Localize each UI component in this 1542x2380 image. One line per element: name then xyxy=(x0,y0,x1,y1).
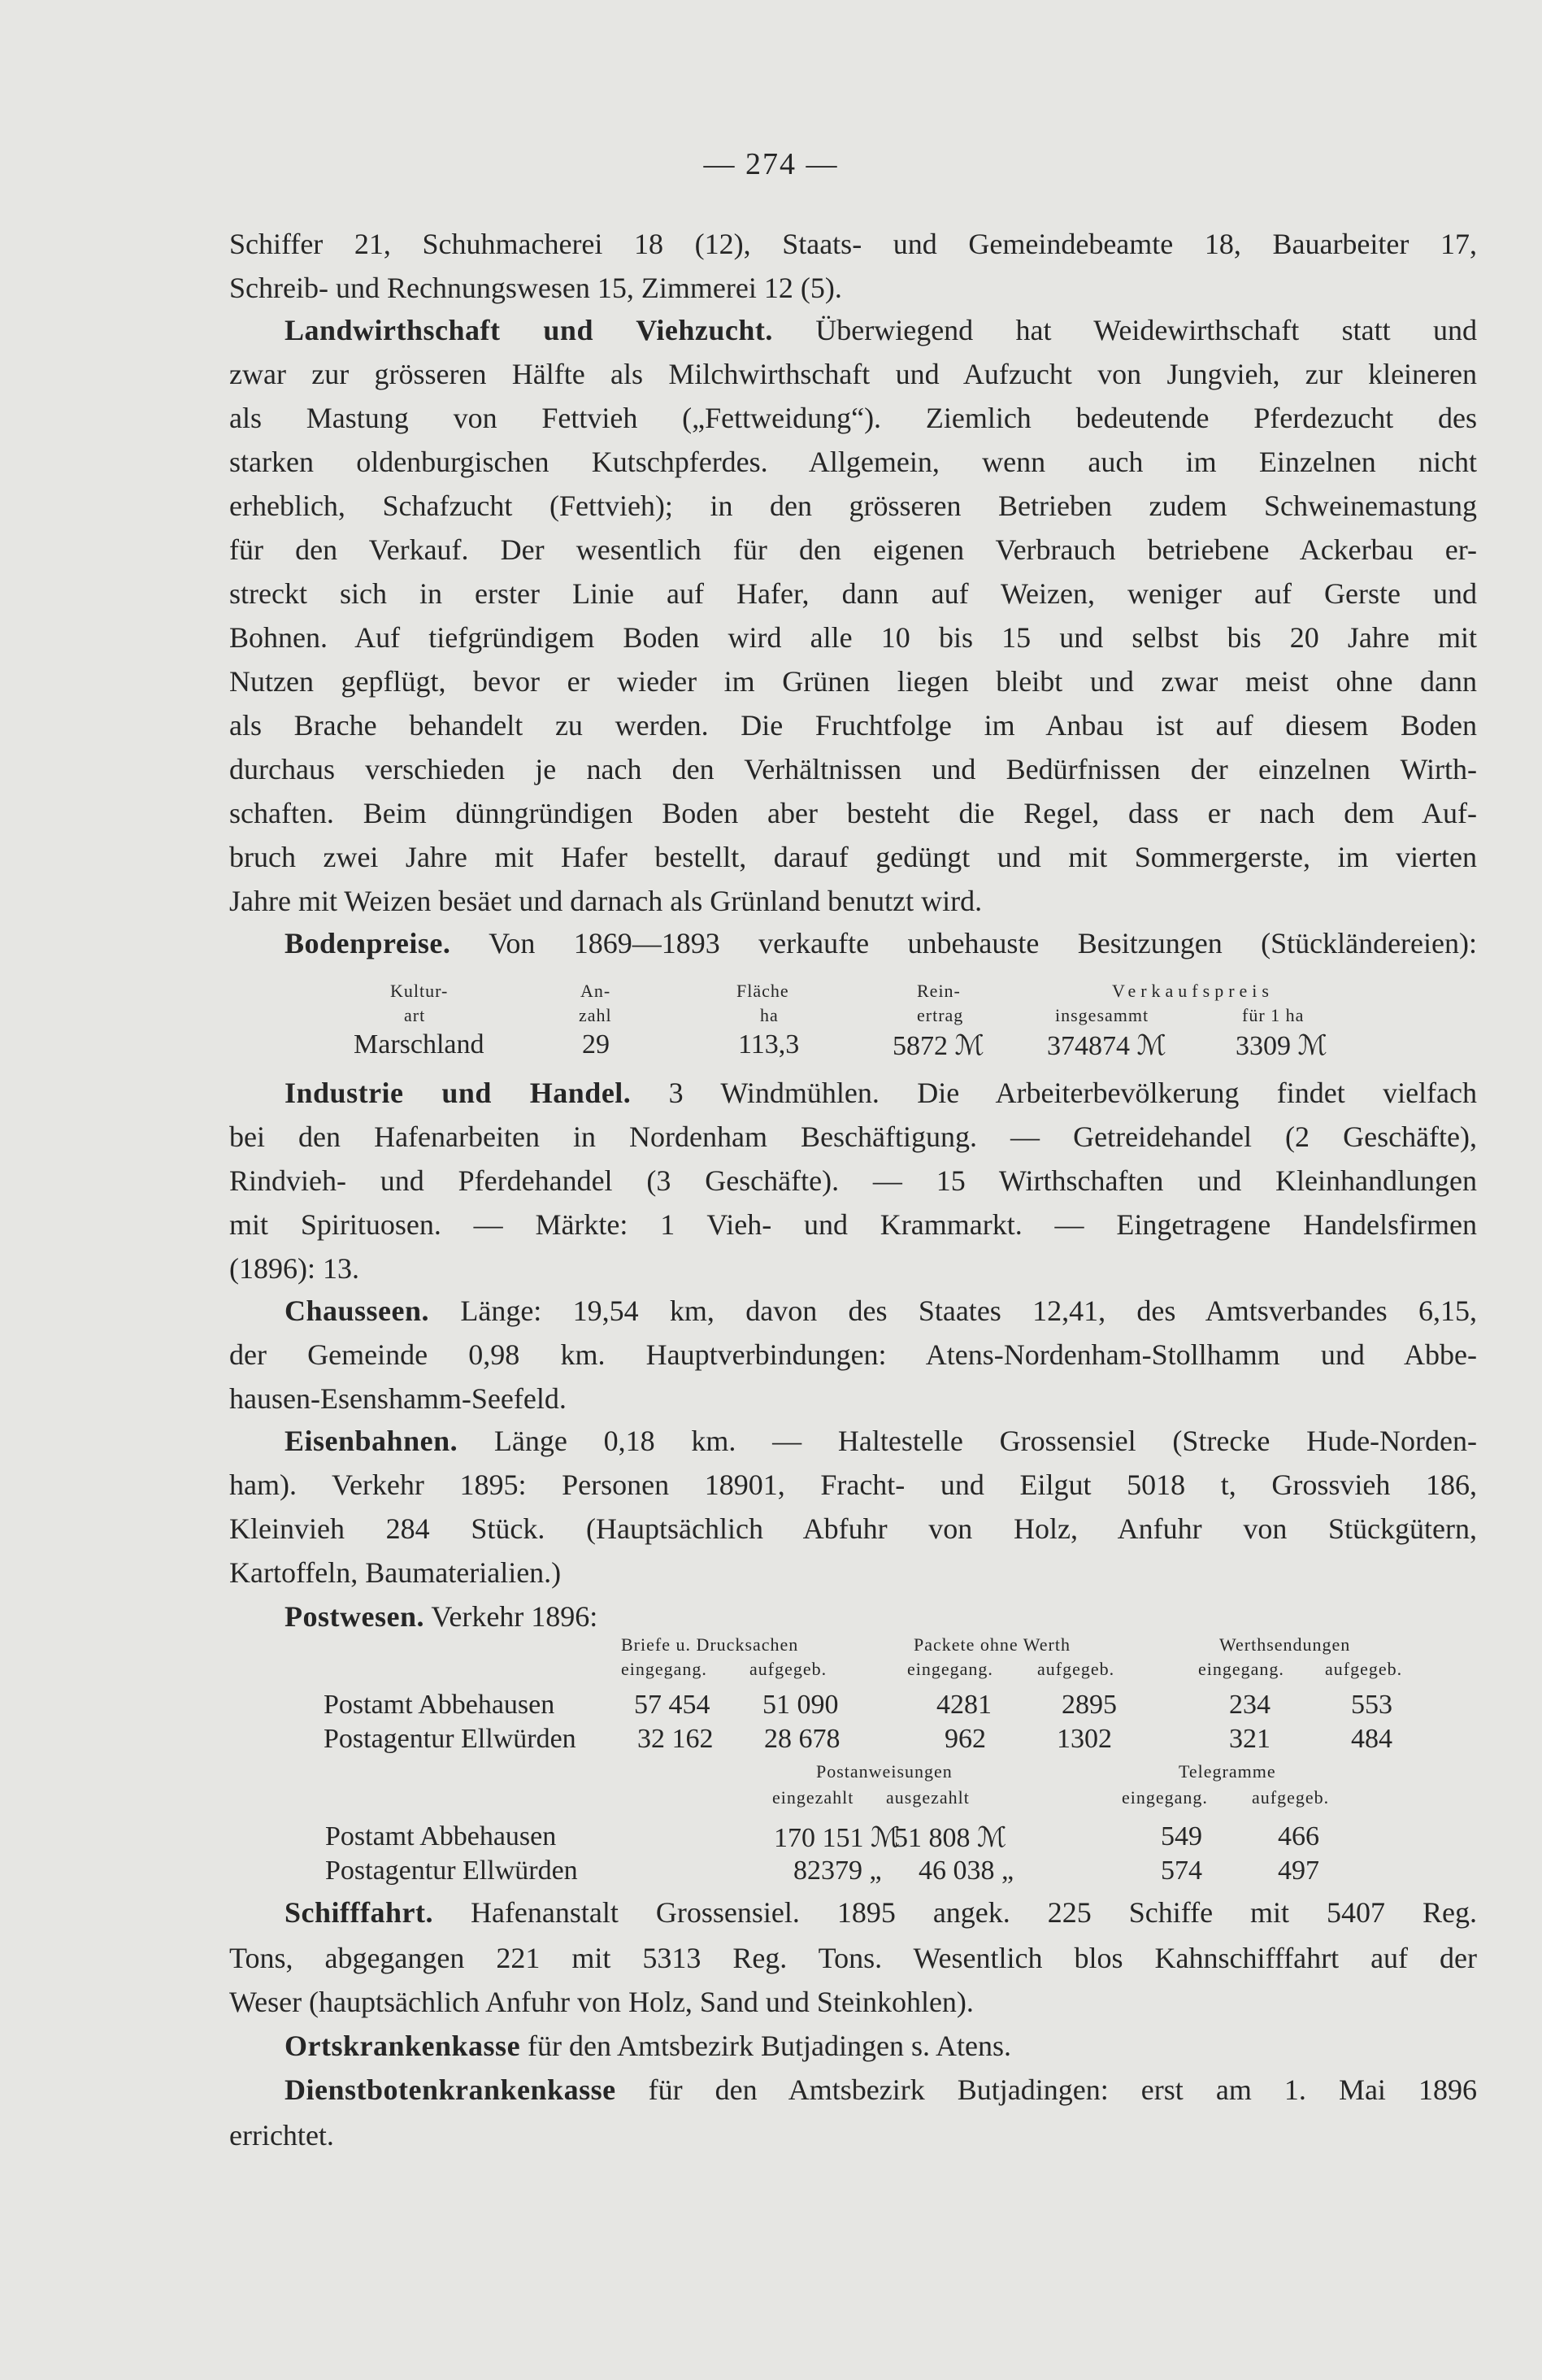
col-header-eingegang: eingegang. xyxy=(621,1659,707,1679)
section-heading: Industrie und Handel. xyxy=(285,1077,632,1109)
table-cell: 549 xyxy=(1161,1821,1202,1851)
text-line: erheblich, Schafzucht (Fettvieh); in den grösseren Betrieben zudem Schweinemastung xyxy=(229,489,1477,522)
paragraph-first-line xyxy=(229,1075,1477,1111)
table-row-label: Postamt Abbehausen xyxy=(325,1821,557,1851)
text-span: Hafenanstalt Grossensiel. 1895 angek. 225 Schiffe mit 5407 Reg. xyxy=(470,1896,1477,1929)
text-line: Schreib- und Rechnungswesen 15, Zimmerei 12 (5). xyxy=(229,272,842,304)
paragraph-first-line xyxy=(229,1293,1477,1329)
col-header-postanweisungen: Postanweisungen xyxy=(816,1761,953,1782)
text-line: Kartoffeln, Baumaterialien.) xyxy=(229,1556,562,1589)
table-cell: 113,3 xyxy=(738,1029,800,1059)
section-heading: Eisenbahnen. xyxy=(285,1425,458,1457)
text-line: Nutzen gepflügt, bevor er wieder im Grünen liegen bleibt und zwar meist ohne dann xyxy=(229,665,1477,698)
text-line: als Mastung von Fettvieh („Fettweidung“). Ziemlich bedeutende Pferdezucht des xyxy=(229,402,1477,434)
text-line: als Brache behandelt zu werden. Die Fruchtfolge im Anbau ist auf diesem Boden xyxy=(229,709,1477,742)
table-cell: 82379 „ xyxy=(793,1856,882,1886)
col-header-aufgegeb: aufgegeb. xyxy=(749,1659,827,1679)
paragraph-first-line xyxy=(229,312,1477,348)
text-line: (1896): 13. xyxy=(229,1252,359,1285)
section-heading: Postwesen. xyxy=(285,1600,424,1633)
text-line: durchaus verschieden je nach den Verhältnissen und Bedürfnissen der einzelnen Wirth- xyxy=(229,753,1477,785)
text-line: Weser (hauptsächlich Anfuhr von Holz, Sand und Steinkohlen). xyxy=(229,1986,974,2018)
col-header-reinertrag: ertrag xyxy=(917,1005,964,1025)
col-header-reinertrag: Rein- xyxy=(917,981,961,1001)
col-header-flaeche: Fläche xyxy=(736,981,789,1001)
table-cell: 321 xyxy=(1229,1724,1271,1754)
table-cell: 1302 xyxy=(1057,1724,1112,1754)
col-header-kulturart: art xyxy=(404,1005,426,1025)
col-header-verkaufspreis: Verkaufspreis xyxy=(1112,981,1274,1001)
col-header-anzahl: An- xyxy=(580,981,611,1001)
text-line: Tons, abgegangen 221 mit 5313 Reg. Tons. Wesentlich blos Kahnschifffahrt auf der xyxy=(229,1942,1477,1974)
text-line: Bohnen. Auf tiefgründigem Boden wird alle 10 bis 15 und selbst bis 20 Jahre mit xyxy=(229,621,1477,654)
table-cell: 46 038 „ xyxy=(919,1856,1014,1886)
col-header-insgesammt: insgesammt xyxy=(1055,1005,1149,1025)
table-cell: 57 454 xyxy=(634,1690,710,1720)
section-heading: Bodenpreise. xyxy=(285,927,451,959)
table-cell: 5872 ℳ xyxy=(893,1031,984,1061)
paragraph-first-line xyxy=(229,2072,1477,2108)
table-cell: 28 678 xyxy=(764,1724,840,1754)
text-span: für den Amtsbezirk Butjadingen s. Atens. xyxy=(528,2030,1011,2062)
text-line: Kleinvieh 284 Stück. (Hauptsächlich Abfuhr von Holz, Anfuhr von Stückgütern, xyxy=(229,1512,1477,1545)
table-row-label: Postagentur Ellwürden xyxy=(325,1856,578,1886)
col-header-eingegang: eingegang. xyxy=(1198,1659,1284,1679)
text-line: zwar zur grösseren Hälfte als Milchwirthschaft und Aufzucht von Jungvieh, zur kleineren xyxy=(229,358,1477,390)
col-header-aufgegeb: aufgegeb. xyxy=(1325,1659,1403,1679)
section-heading: Schifffahrt. xyxy=(285,1896,433,1929)
text-span: 3 Windmühlen. Die Arbeiterbevölkerung findet vielfach xyxy=(668,1077,1477,1109)
table-cell: 51 090 xyxy=(762,1690,839,1720)
table-cell: 497 xyxy=(1278,1856,1319,1886)
col-header-anzahl: zahl xyxy=(579,1005,612,1025)
section-heading: Chausseen. xyxy=(285,1294,430,1327)
table-cell: 3309 ℳ xyxy=(1236,1031,1327,1061)
text-line: bruch zwei Jahre mit Hafer bestellt, darauf gedüngt und mit Sommergerste, im vierten xyxy=(229,841,1477,873)
table-cell: 962 xyxy=(945,1724,986,1754)
section-heading: Ortskrankenkasse xyxy=(285,2030,521,2062)
text-span: Verkehr 1896: xyxy=(431,1600,598,1633)
table-cell: 374874 ℳ xyxy=(1047,1031,1166,1061)
text-line: errichtet. xyxy=(229,2119,334,2152)
table-cell: 234 xyxy=(1229,1690,1271,1720)
text-span: für den Amtsbezirk Butjadingen: erst am 1. Mai 1896 xyxy=(648,2073,1477,2106)
table-cell: 32 162 xyxy=(637,1724,714,1754)
table-cell: 170 151 ℳ xyxy=(774,1823,901,1853)
col-header-fuer-1-ha: für 1 ha xyxy=(1242,1005,1305,1025)
col-header-briefe: Briefe u. Drucksachen xyxy=(621,1634,799,1655)
table-cell: Marschland xyxy=(354,1029,484,1059)
table-cell: 51 808 ℳ xyxy=(894,1823,1007,1853)
text-line: streckt sich in erster Linie auf Hafer, dann auf Weizen, weniger auf Gerste und xyxy=(229,577,1477,610)
col-header-telegramme: Telegramme xyxy=(1179,1761,1276,1782)
text-line: Jahre mit Weizen besäet und darnach als Grünland benutzt wird. xyxy=(229,885,983,917)
text-line: bei den Hafenarbeiten in Nordenham Beschäftigung. — Getreidehandel (2 Geschäfte), xyxy=(229,1120,1477,1153)
col-header-eingegang: eingegang. xyxy=(907,1659,993,1679)
paragraph-first-line xyxy=(229,925,1477,961)
text-span: Länge 0,18 km. — Haltestelle Grossensiel (Strecke Hude-Norden- xyxy=(493,1425,1477,1457)
paragraph-first-line xyxy=(229,1423,1477,1459)
paragraph-first-line xyxy=(229,1599,1477,1634)
col-header-ausgezahlt: ausgezahlt xyxy=(886,1787,970,1808)
paragraph-first-line xyxy=(229,1895,1477,1930)
col-header-werth: Werthsendungen xyxy=(1219,1634,1351,1655)
section-heading: Dienstbotenkrankenkasse xyxy=(285,2073,616,2106)
text-line: schaften. Beim dünngründigen Boden aber besteht die Regel, dass er nach dem Auf- xyxy=(229,797,1477,829)
text-line: mit Spirituosen. — Märkte: 1 Vieh- und Krammarkt. — Eingetragene Handelsfirmen xyxy=(229,1208,1477,1241)
section-heading: Landwirthschaft und Viehzucht. xyxy=(285,314,773,346)
table-cell: 574 xyxy=(1161,1856,1202,1886)
text-line: der Gemeinde 0,98 km. Hauptverbindungen: Atens-Nordenham-Stollhamm und Abbe- xyxy=(229,1338,1477,1371)
col-header-eingezahlt: eingezahlt xyxy=(772,1787,854,1808)
col-header-aufgegeb: aufgegeb. xyxy=(1252,1787,1330,1808)
col-header-flaeche: ha xyxy=(760,1005,779,1025)
text-line: Rindvieh- und Pferdehandel (3 Geschäfte). — 15 Wirthschaften und Kleinhandlungen xyxy=(229,1164,1477,1197)
page-number: — 274 — xyxy=(703,147,839,181)
table-cell: 466 xyxy=(1278,1821,1319,1851)
col-header-packete: Packete ohne Werth xyxy=(914,1634,1071,1655)
text-line: Schiffer 21, Schuhmacherei 18 (12), Staats- und Gemeindebeamte 18, Bauarbeiter 17, xyxy=(229,228,1477,260)
text-line: hausen-Esenshamm-Seefeld. xyxy=(229,1382,567,1415)
table-cell: 4281 xyxy=(936,1690,992,1720)
col-header-eingegang: eingegang. xyxy=(1122,1787,1208,1808)
table-cell: 2895 xyxy=(1062,1690,1117,1720)
text-span: Länge: 19,54 km, davon des Staates 12,41, des Amtsverbandes 6,15, xyxy=(460,1294,1477,1327)
table-cell: 553 xyxy=(1351,1690,1392,1720)
text-line: ham). Verkehr 1895: Personen 18901, Fracht- und Eilgut 5018 t, Grossvieh 186, xyxy=(229,1468,1477,1501)
col-header-kulturart: Kultur- xyxy=(390,981,449,1001)
paragraph-first-line xyxy=(229,2028,1477,2064)
text-span: Überwiegend hat Weidewirthschaft statt und xyxy=(815,314,1478,346)
text-span: Von 1869—1893 verkaufte unbehauste Besitzungen (Stückländereien): xyxy=(489,927,1477,959)
col-header-aufgegeb: aufgegeb. xyxy=(1037,1659,1115,1679)
text-line: starken oldenburgischen Kutschpferdes. Allgemein, wenn auch im Einzelnen nicht xyxy=(229,446,1477,478)
table-row-label: Postamt Abbehausen xyxy=(324,1690,555,1720)
table-cell: 29 xyxy=(582,1029,610,1059)
table-cell: 484 xyxy=(1351,1724,1392,1754)
table-row-label: Postagentur Ellwürden xyxy=(324,1724,576,1754)
text-line: für den Verkauf. Der wesentlich für den eigenen Verbrauch betriebene Ackerbau er- xyxy=(229,533,1477,566)
